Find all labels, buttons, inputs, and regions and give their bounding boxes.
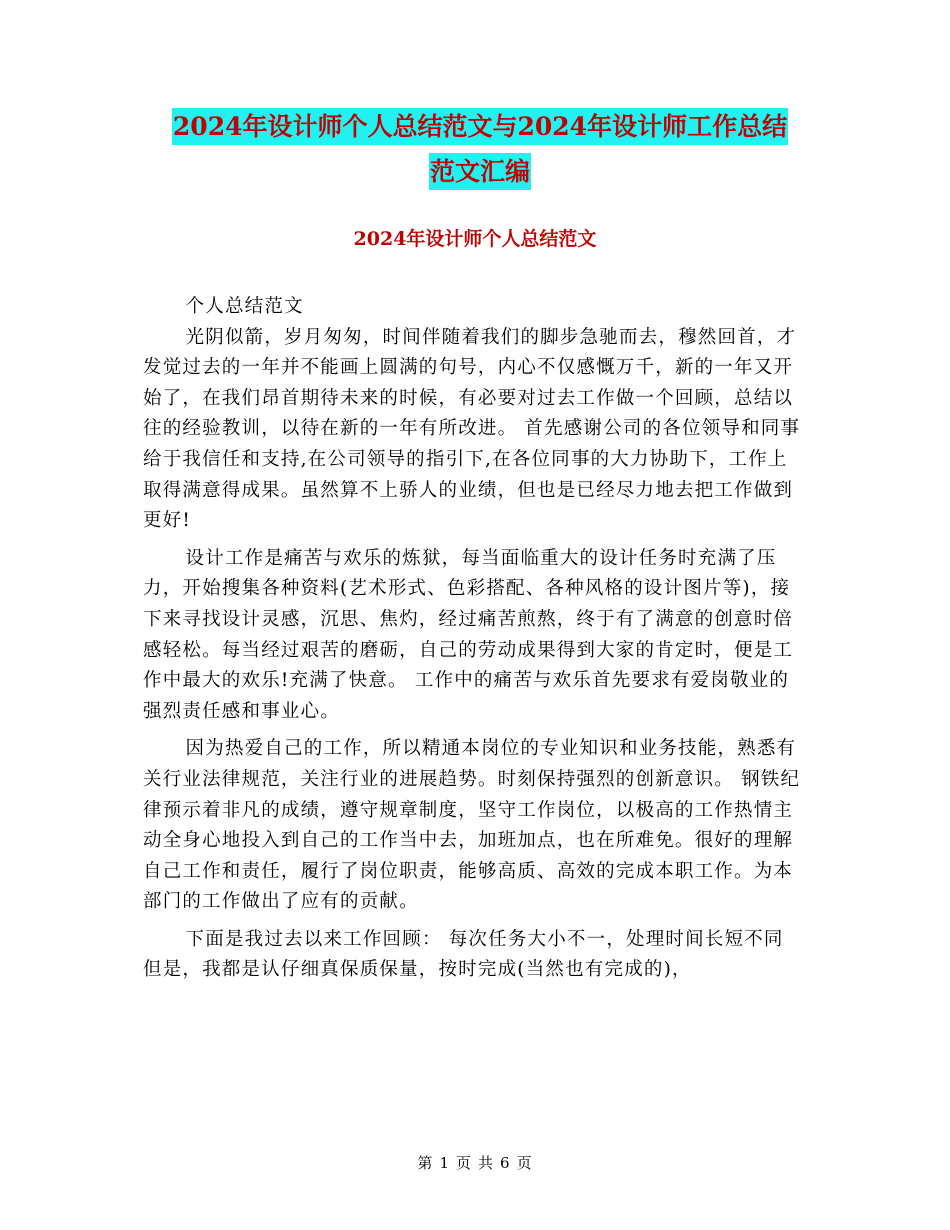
section-subtitle: 2024年设计师个人总结范文 (353, 228, 597, 250)
paragraph: 个人总结范文 (185, 296, 304, 317)
page-footer (0, 1152, 950, 1174)
footer-total-unit: 页 (516, 1154, 533, 1172)
paragraph: 设计工作是痛苦与欢乐的炼狱，每当面临重大的设计任务时充满了压力，开始搜集各种资料(艺术形式、色彩搭配、各种风格的设计图片等)，接下来寻找设计灵感，沉思、焦灼，经过痛苦煎熬，终于有了满意的创意时倍感轻松。每当经过艰苦的磨砺，自己的劳动成果得到大家的肯定时，便是工作中最大的欢乐!充满了快意。 工作中的痛苦与欢乐首先要求有爱岗敬业的强烈责任感和事业心。 (143, 547, 794, 722)
paragraph: 下面是我过去以来工作回顾： 每次任务大小不一，处理时间长短不同但是，我都是认仔细真保质保量，按时完成(当然也有完成的)， (143, 928, 784, 981)
paragraph: 光阴似箭，岁月匆匆，时间伴随着我们的脚步急驰而去，穆然回首，才发觉过去的一年并不能画上圆满的句号，内心不仅感慨万千，新的一年又开始了，在我们昂首期待未来的时候，有必要对过去工作做一个回顾，总结以往的经验教训，以待在新的一年有所改进。 首先感谢公司的各位领导和同事给于我信任和支持,在公司领导的指引下,在各位同事的大力协助下，工作上取得满意得成果。虽然算不上骄人的业绩，但也是已经尽力地去把工作做到更好! (143, 326, 801, 532)
footer-page-word: 第 (417, 1154, 434, 1172)
body-content (143, 292, 803, 993)
title-line-1: 2024年设计师个人总结范文与2024年设计师工作总结 (172, 108, 788, 145)
footer-page-current: 1 (439, 1154, 450, 1172)
footer-page-total: 6 (500, 1154, 511, 1172)
footer-total-word: 共 (478, 1154, 495, 1172)
footer-page-unit: 页 (455, 1154, 472, 1172)
paragraph: 因为热爱自己的工作，所以精通本岗位的专业知识和业务技能，熟悉有关行业法律规范，关注行业的进展趋势。时刻保持强烈的创新意识。 钢铁纪律预示着非凡的成绩，遵守规章制度，坚守工作岗位，以极高的工作热情主动全身心地投入到自己的工作当中去，加班加点，也在所难免。很好的理解自己工作和责任，履行了岗位职责，能够高质、高效的完成本职工作。为本部门的工作做出了应有的贡献。 (143, 738, 801, 913)
document-title (100, 108, 860, 190)
title-line-2: 范文汇编 (429, 153, 531, 190)
